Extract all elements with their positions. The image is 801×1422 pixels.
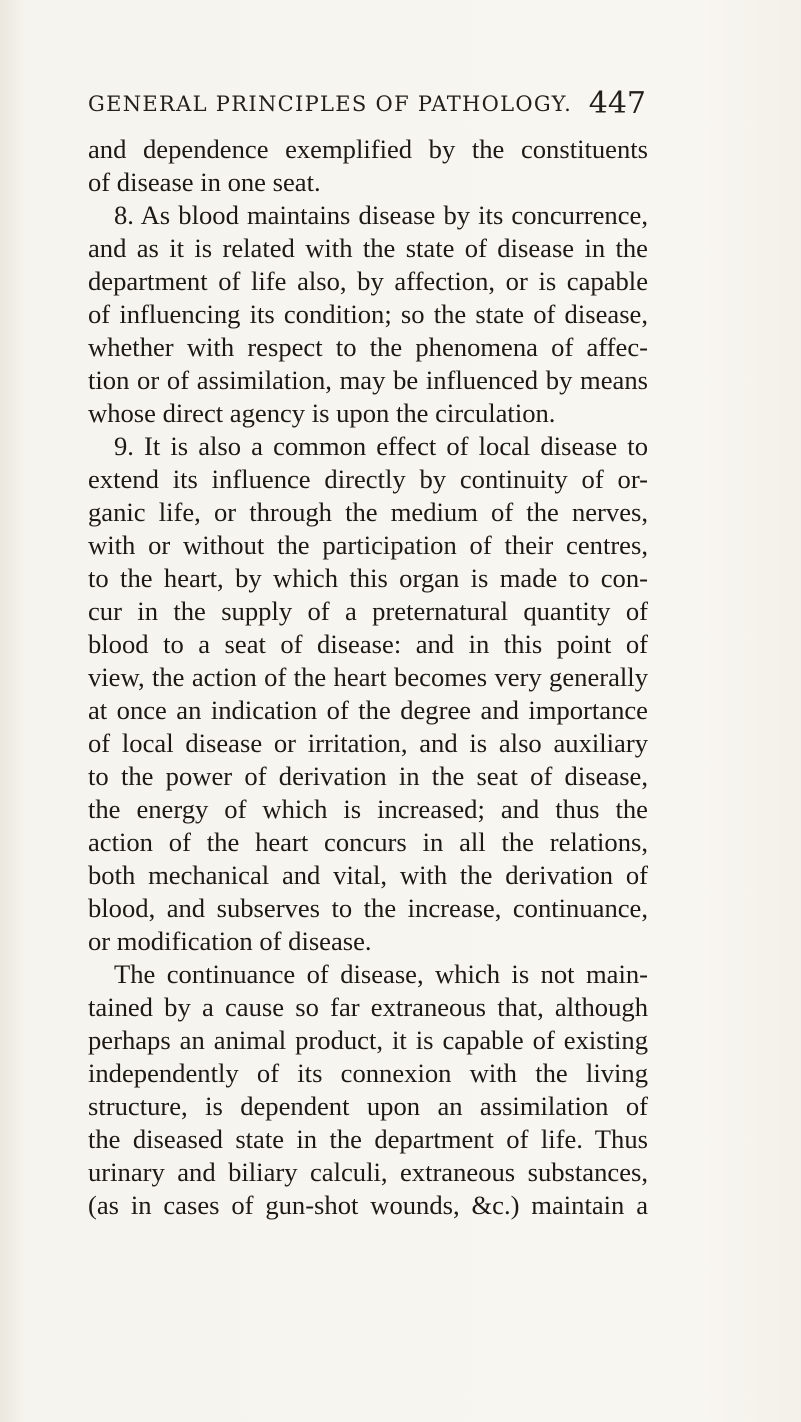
- text-line: view, the action of the heart becomes very generally: [88, 662, 648, 692]
- text-line: tained by a cause so far extraneous that, although: [88, 992, 648, 1022]
- text-line: both mechanical and vital, with the derivation of: [88, 860, 648, 890]
- text-line: whose direct agency is upon the circulation.: [88, 398, 556, 428]
- page-number: 447: [588, 86, 646, 121]
- running-header: [88, 86, 646, 126]
- text-line: of disease in one seat.: [88, 167, 321, 197]
- text-line: whether with respect to the phenomena of affec-: [88, 332, 648, 362]
- text-line: urinary and biliary calculi, extraneous substances,: [88, 1157, 648, 1187]
- text-line: ganic life, or through the medium of the nerves,: [88, 497, 648, 527]
- text-line: of influencing its condition; so the state of disease,: [88, 299, 648, 329]
- text-line: structure, is dependent upon an assimilation of: [88, 1091, 648, 1121]
- text-line: and as it is related with the state of disease in the: [88, 233, 648, 263]
- text-line: 8. As blood maintains disease by its concurrence,: [114, 200, 648, 230]
- text-line: (as in cases of gun-shot wounds, &c.) maintain a: [88, 1190, 648, 1220]
- text-line: blood to a seat of disease: and in this point of: [88, 629, 648, 659]
- text-line: department of life also, by affection, or is capable: [88, 266, 648, 296]
- text-line: of local disease or irritation, and is also auxiliary: [88, 728, 648, 758]
- text-line: the diseased state in the department of life. Thus: [88, 1124, 648, 1154]
- running-title: GENERAL PRINCIPLES OF PATHOLOGY.: [88, 92, 573, 116]
- text-line: with or without the participation of their centres,: [88, 530, 648, 560]
- body-text: [88, 133, 648, 1222]
- text-line: The continuance of disease, which is not main-: [114, 959, 648, 989]
- text-line: to the power of derivation in the seat of disease,: [88, 761, 648, 791]
- text-line: extend its influence directly by continuity of or-: [88, 464, 648, 494]
- text-line: at once an indication of the degree and importance: [88, 695, 648, 725]
- text-line: independently of its connexion with the living: [88, 1058, 648, 1088]
- text-line: tion or of assimilation, may be influenced by means: [88, 365, 648, 395]
- text-line: 9. It is also a common effect of local disease to: [114, 431, 648, 461]
- text-line: perhaps an animal product, it is capable of existing: [88, 1025, 648, 1055]
- text-line: the energy of which is increased; and thus the: [88, 794, 648, 824]
- text-line: and dependence exemplified by the constituents: [88, 134, 648, 164]
- text-line: blood, and subserves to the increase, continuance,: [88, 893, 648, 923]
- text-line: cur in the supply of a preternatural quantity of: [88, 596, 648, 626]
- text-line: to the heart, by which this organ is made to con-: [88, 563, 648, 593]
- text-line: or modification of disease.: [88, 926, 372, 956]
- text-line: action of the heart concurs in all the relations,: [88, 827, 648, 857]
